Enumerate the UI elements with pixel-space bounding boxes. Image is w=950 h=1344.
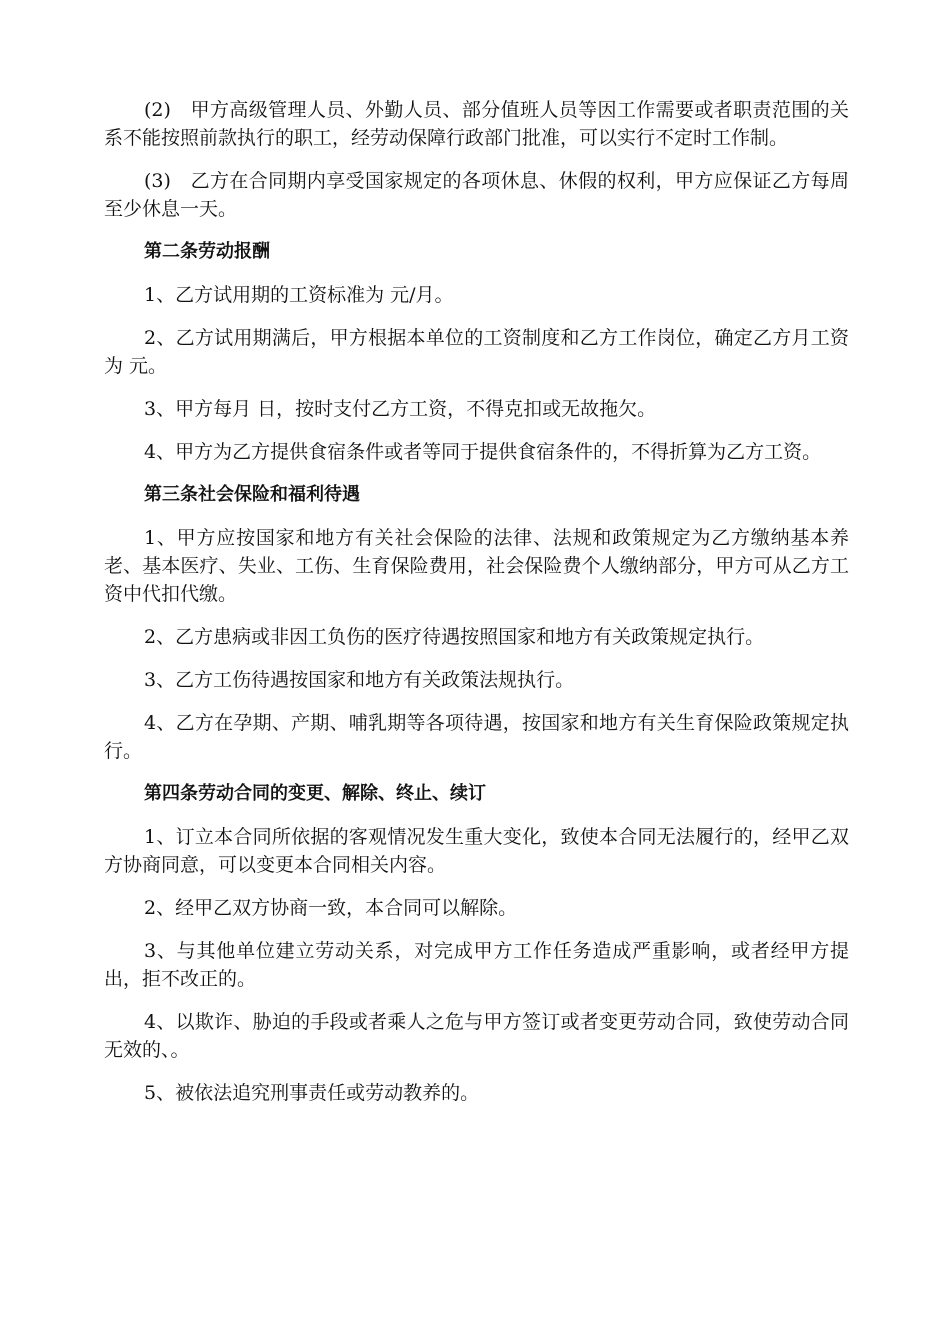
paragraph-work-injury: 3、乙方工伤待遇按国家和地方有关政策法规执行。 bbox=[144, 669, 575, 691]
document-page bbox=[104, 96, 849, 1122]
paragraph-contract-modification: 1、订立本合同所依据的客观情况发生重大变化，致使本合同无法履行的，经甲乙双方协商同意，可以变更本合同相关内容。 bbox=[104, 826, 849, 876]
paragraph-pay-date: 3、甲方每月 日，按时支付乙方工资，不得克扣或无故拖欠。 bbox=[144, 398, 657, 420]
paragraph-medical-treatment: 2、乙方患病或非因工负伤的医疗待遇按照国家和地方有关政策规定执行。 bbox=[144, 626, 765, 648]
section-heading-remuneration: 第二条劳动报酬 bbox=[144, 241, 270, 262]
paragraph-insurance-contributions: 1、甲方应按国家和地方有关社会保险的法律、法规和政策规定为乙方缴纳基本养老、基本医疗、失业、工伤、生育保险费用，社会保险费个人缴纳部分，甲方可从乙方工资中代扣代缴。 bbox=[104, 527, 849, 605]
section-heading-social-insurance: 第三条社会保险和福利待遇 bbox=[144, 484, 360, 505]
paragraph-probation-wage: 1、乙方试用期的工资标准为 元/月。 bbox=[144, 284, 454, 306]
paragraph-fraud: 4、以欺诈、胁迫的手段或者乘人之危与甲方签订或者变更劳动合同，致使劳动合同无效的、。 bbox=[104, 1011, 849, 1061]
paragraph-criminal-liability: 5、被依法追究刑事责任或劳动教养的。 bbox=[144, 1082, 480, 1104]
paragraph-work-hours-2: (2) 甲方高级管理人员、外勤人员、部分值班人员等因工作需要或者职责范围的关系不能按照前款执行的职工，经劳动保障行政部门批准，可以实行不定时工作制。 bbox=[104, 99, 849, 149]
paragraph-maternity: 4、乙方在孕期、产期、哺乳期等各项待遇，按国家和地方有关生育保险政策规定执行。 bbox=[104, 712, 849, 762]
paragraph-contract-dissolution: 2、经甲乙双方协商一致，本合同可以解除。 bbox=[144, 897, 518, 919]
paragraph-board-lodging: 4、甲方为乙方提供食宿条件或者等同于提供食宿条件的，不得折算为乙方工资。 bbox=[144, 441, 822, 463]
section-heading-contract-changes: 第四条劳动合同的变更、解除、终止、续订 bbox=[144, 783, 486, 804]
paragraph-work-hours-3: (3) 乙方在合同期内享受国家规定的各项休息、休假的权利，甲方应保证乙方每周至少休息一天。 bbox=[104, 170, 849, 220]
paragraph-monthly-wage: 2、乙方试用期满后，甲方根据本单位的工资制度和乙方工作岗位，确定乙方月工资为 元。 bbox=[104, 327, 849, 377]
paragraph-other-employment: 3、与其他单位建立劳动关系，对完成甲方工作任务造成严重影响，或者经甲方提出，拒不改正的。 bbox=[104, 940, 849, 990]
